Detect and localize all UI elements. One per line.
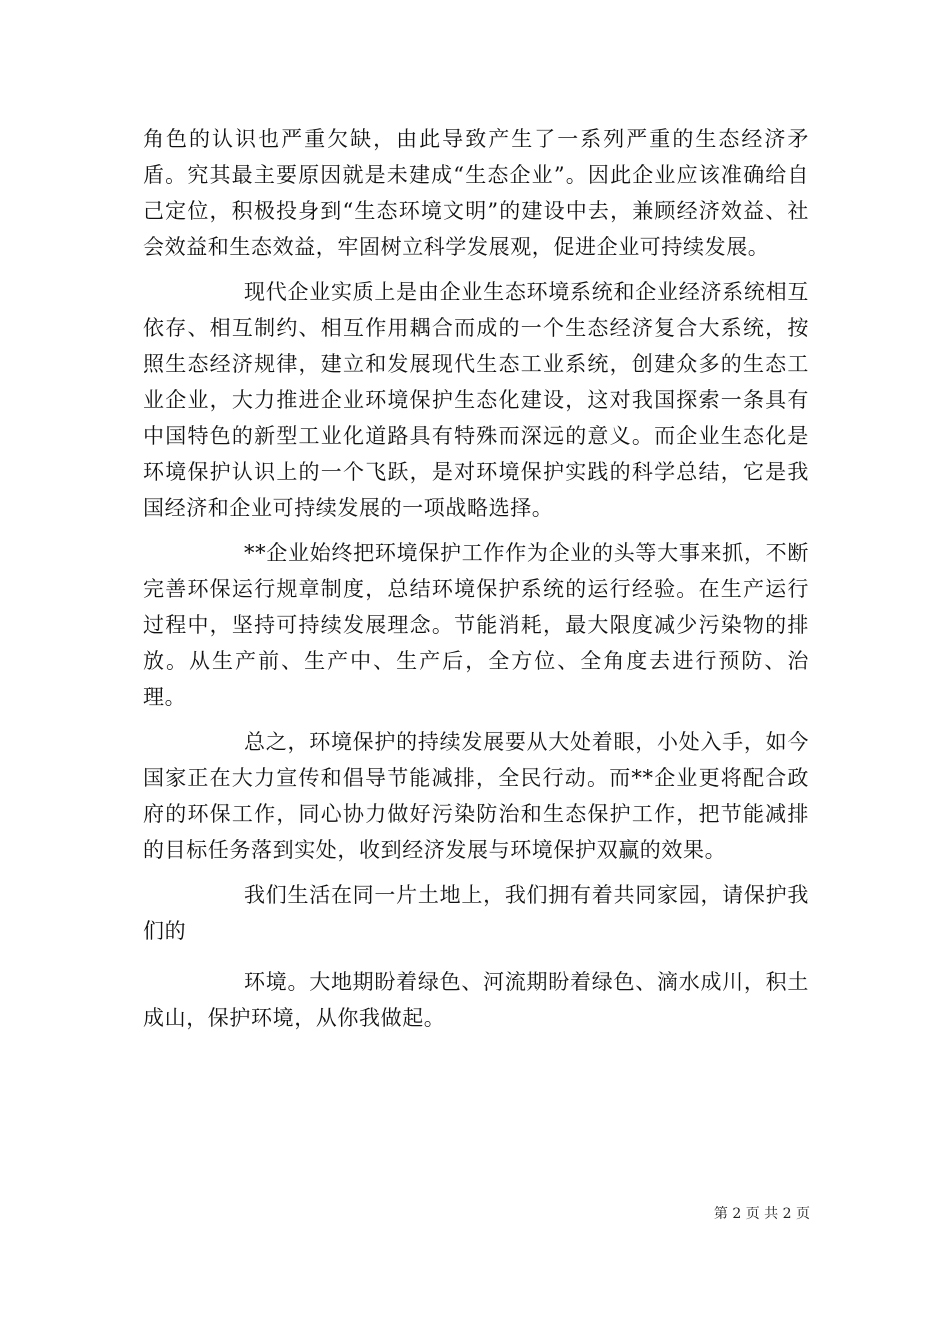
paragraph-2: 现代企业实质上是由企业生态环境系统和企业经济系统相互依存、相互制约、相互作用耦合而成的一个生态经济复合大系统，按照生态经济规律，建立和发展现代生态工业系统，创建众多的生态工业企业，大力推进企业环境保护生态化建设，这对我国探索一条具有中国特色的新型工业化道路具有特殊而深远的意义。而企业生态化是环境保护认识上的一个飞跃，是对环境保护实践的科学总结，它是我国经济和企业可持续发展的一项战略选择。: [143, 280, 809, 520]
paragraph-4: 总之，环境保护的持续发展要从大处着眼，小处入手，如今国家正在大力宣传和倡导节能减排，全民行动。而**企业更将配合政府的环保工作，同心协力做好污染防治和生态保护工作，把节能减排的目标任务落到实处，收到经济发展与环境保护双赢的效果。: [143, 730, 809, 862]
paragraph-3: **企业始终把环境保护工作作为企业的头等大事来抓，不断完善环保运行规章制度，总结环境保护系统的运行经验。在生产运行过程中，坚持可持续发展理念。节能消耗，最大限度减少污染物的排放。从生产前、生产中、生产后，全方位、全角度去进行预防、治理。: [143, 541, 809, 709]
paragraph-1: 角色的认识也严重欠缺，由此导致产生了一系列严重的生态经济矛盾。究其最主要原因就是未建成“生态企业”。因此企业应该准确给自己定位，积极投身到“生态环境文明”的建设中去，兼顾经济效益、社会效益和生态效益，牢固树立科学发展观，促进企业可持续发展。: [143, 127, 809, 259]
document-body: [143, 121, 809, 1036]
paragraph-5: 我们生活在同一片土地上，我们拥有着共同家园，请保护我们的: [143, 883, 809, 943]
page-footer: 第 2 页 共 2 页: [713, 1206, 810, 1222]
paragraph-6: 环境。大地期盼着绿色、河流期盼着绿色、滴水成川，积土成山，保护环境，从你我做起。: [143, 970, 809, 1030]
